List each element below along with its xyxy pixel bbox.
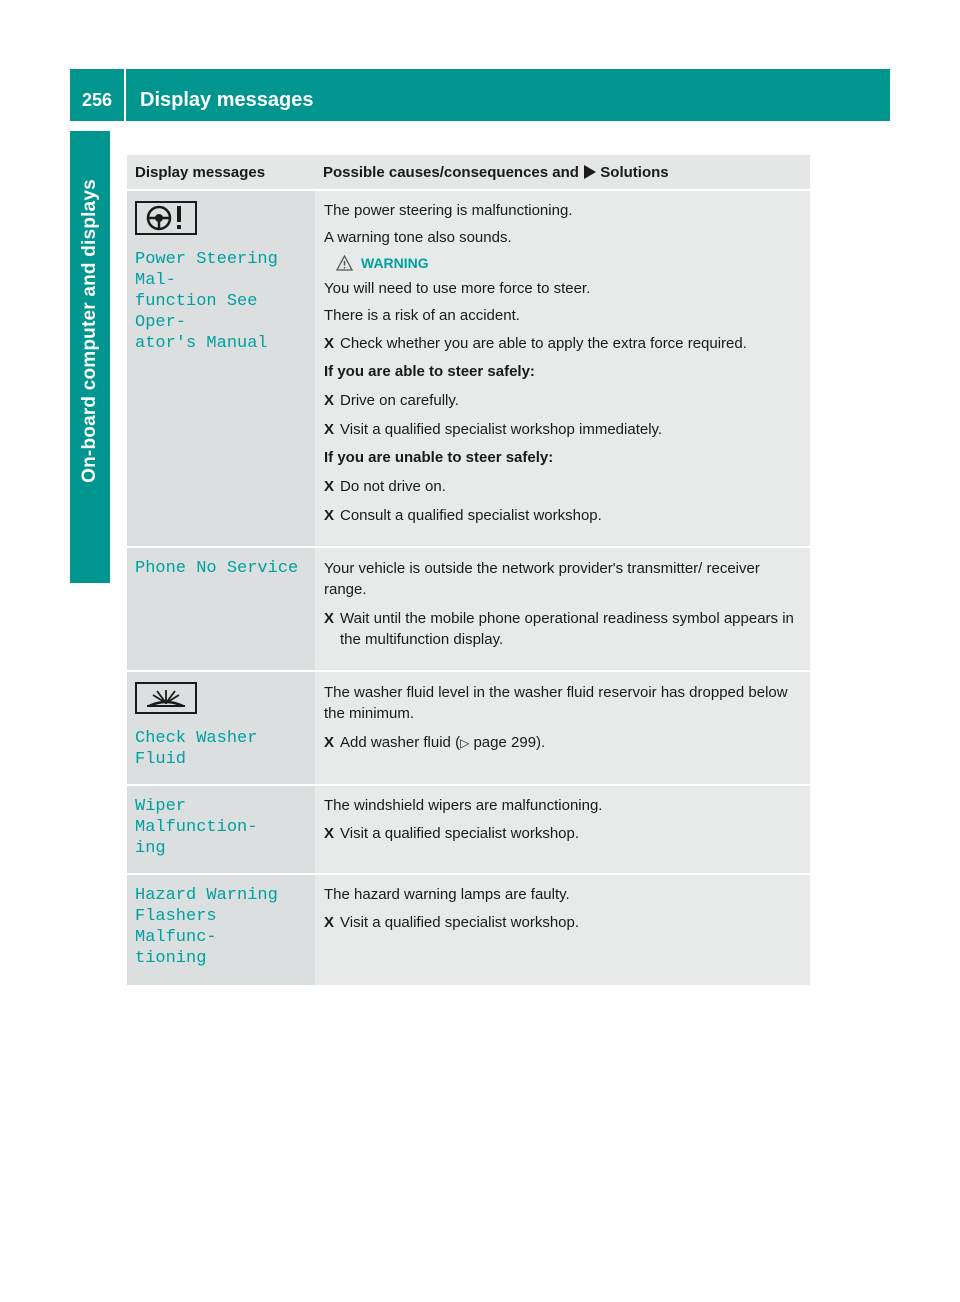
step-arrow-icon: X [324,335,335,352]
message-cell [127,671,315,785]
warning-text: You will need to use more force to steer. [324,280,591,297]
warning-label-text: WARNING [361,255,429,271]
solution-step [324,476,800,497]
solution-cell [315,671,810,785]
message-cell [127,785,315,874]
steering-warning-icon [135,201,306,239]
step-arrow-icon: X [324,734,335,751]
solution-step [324,608,800,650]
solution-step [324,732,800,754]
table-row [127,874,810,986]
washer-fluid-icon [135,682,306,718]
step-arrow-icon: X [324,610,335,627]
step-text: Do not drive on. [340,478,446,495]
step-arrow-icon: X [324,914,335,931]
message-text: Phone No Service [135,559,299,578]
solution-cell [315,874,810,986]
warning-triangle-icon [336,255,353,271]
step-text: Wait until the mobile phone operational readiness symbol appears in the multifunction display. [340,610,794,648]
table-row [127,547,810,671]
message-text: Wiper Malfunction- ing [135,797,258,858]
solution-step [324,333,800,354]
subheading: If you are unable to steer safely: [324,449,554,466]
side-tab-label: On-board computer and displays [79,179,100,483]
page-reference-icon: ▷ [460,736,470,750]
cause-text: A warning tone also sounds. [324,229,512,246]
solution-cell [315,547,810,671]
table-row [127,671,810,785]
cause-text: Your vehicle is outside the network provider's transmitter/ receiver range. [324,560,760,598]
warning-text: There is a risk of an accident. [324,307,520,324]
column-header-solutions-suffix: Solutions [600,164,669,181]
cause-text: The hazard warning lamps are faulty. [324,886,570,903]
page-title: Display messages [140,88,314,111]
cause-text: The washer fluid level in the washer fluid reservoir has dropped below the minimum. [324,684,788,722]
page-number: 256 [70,69,126,121]
step-text: Add washer fluid ( [340,734,461,751]
warning-label [336,255,800,271]
message-text: Check Washer Fluid [135,729,258,769]
play-arrow-icon [583,165,596,179]
solution-step [324,823,800,844]
solution-step [324,390,800,411]
message-cell [127,874,315,986]
column-header-solutions [315,155,810,190]
solution-step [324,505,800,526]
message-cell [127,190,315,547]
column-header-solutions-prefix: Possible causes/consequences and [323,164,579,181]
step-arrow-icon: X [324,478,335,495]
table-row [127,190,810,547]
cause-text: The power steering is malfunctioning. [324,202,573,219]
message-text: Power Steering Mal- function See Oper- ator's Manual [135,250,278,353]
step-text: Drive on carefully. [340,392,459,409]
display-messages-table [127,155,810,987]
page-header [70,69,890,121]
solution-cell [315,190,810,547]
step-text: Visit a qualified specialist workshop. [340,914,580,931]
column-header-messages: Display messages [127,155,315,190]
solution-step [324,419,800,440]
subheading: If you are able to steer safely: [324,363,535,380]
step-arrow-icon: X [324,392,335,409]
solution-step [324,912,800,933]
step-text: Visit a qualified specialist workshop. [340,825,580,842]
table-row [127,785,810,874]
page-reference-link[interactable]: page 299). [473,734,546,751]
step-text: Check whether you are able to apply the extra force required. [340,335,747,352]
message-text: Hazard Warning Flashers Malfunc- tioning [135,886,278,968]
step-arrow-icon: X [324,507,335,524]
step-text: Consult a qualified specialist workshop. [340,507,602,524]
side-tab-label-wrap [70,131,110,531]
message-cell [127,547,315,671]
table-header-row [127,155,810,190]
step-text: Visit a qualified specialist workshop immediately. [340,421,663,438]
step-arrow-icon: X [324,825,335,842]
cause-text: The windshield wipers are malfunctioning. [324,797,603,814]
step-arrow-icon: X [324,421,335,438]
solution-cell [315,785,810,874]
